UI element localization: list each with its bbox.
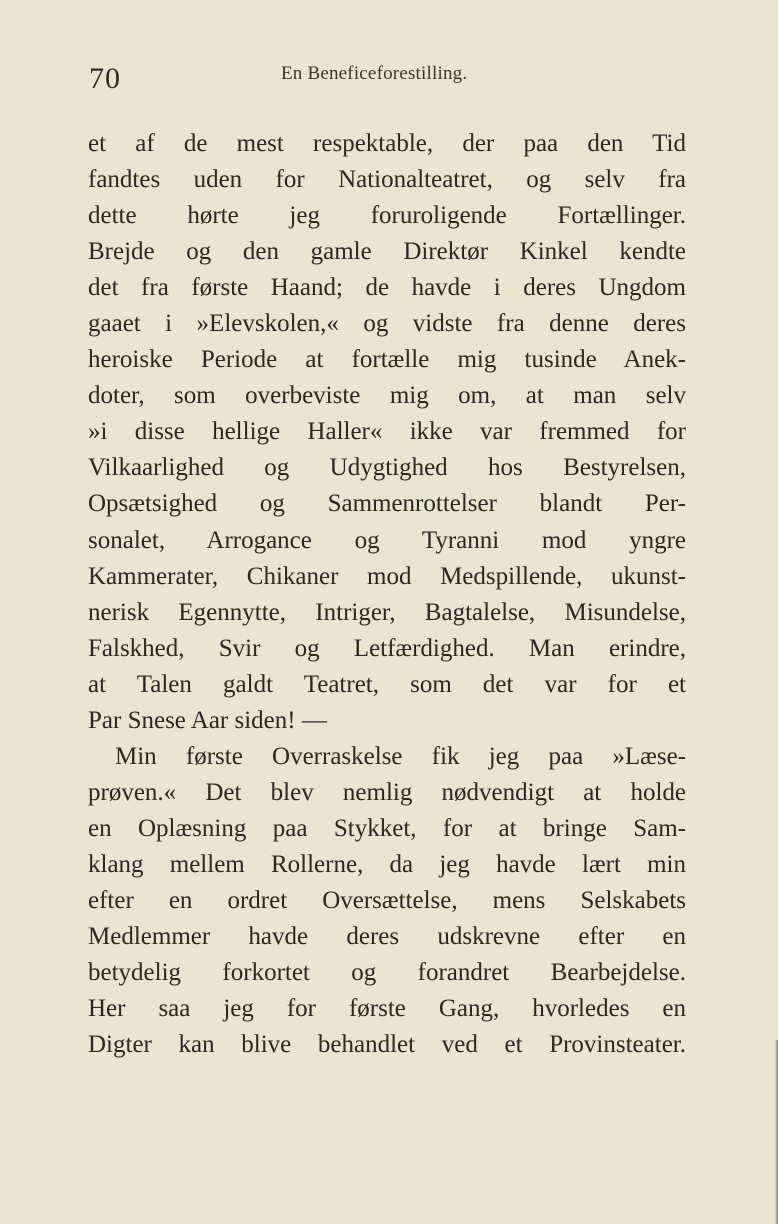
- text-line: gaaet i »Elevskolen,« og vidste fra denne deres: [88, 310, 686, 338]
- text-line-paragraph-start: Min første Overraskelse fik jeg paa »Læse-: [115, 742, 686, 770]
- text-line: sonalet, Arrogance og Tyranni mod yngre: [88, 526, 686, 554]
- text-line: betydelig forkortet og forandret Bearbejdelse.: [88, 959, 686, 987]
- text-line: prøven.« Det blev nemlig nødvendigt at holde: [88, 778, 686, 806]
- page-number: 70: [89, 62, 121, 95]
- text-line: dette hørte jeg foruroligende Fortællinger.: [88, 202, 686, 230]
- text-line: Digter kan blive behandlet ved et Provinsteater.: [88, 1031, 686, 1059]
- text-line: klang mellem Rollerne, da jeg havde lært min: [88, 850, 686, 878]
- text-line: Kammerater, Chikaner mod Medspillende, ukunst-: [88, 562, 686, 590]
- text-line: Her saa jeg for første Gang, hvorledes en: [88, 995, 686, 1023]
- running-head: En Beneficeforestilling.: [281, 63, 468, 84]
- text-line: efter en ordret Oversættelse, mens Selskabets: [88, 886, 686, 914]
- text-line: Brejde og den gamle Direktør Kinkel kendte: [88, 238, 686, 266]
- text-line: et af de mest respektable, der paa den Tid: [88, 130, 686, 157]
- text-line: doter, som overbeviste mig om, at man selv: [88, 382, 686, 410]
- text-line: fandtes uden for Nationalteatret, og selv fra: [88, 166, 686, 194]
- text-line: heroiske Periode at fortælle mig tusinde Anek-: [88, 346, 686, 374]
- text-line: Opsætsighed og Sammenrottelser blandt Per-: [88, 490, 686, 518]
- text-line: en Oplæsning paa Stykket, for at bringe Sam-: [88, 814, 686, 842]
- text-line: Medlemmer havde deres udskrevne efter en: [88, 923, 686, 951]
- text-line: »i disse hellige Haller« ikke var fremmed for: [88, 418, 686, 446]
- text-line-paragraph-end: Par Snese Aar siden! —: [88, 706, 327, 734]
- text-line: nerisk Egennytte, Intriger, Bagtalelse, Misundelse,: [88, 598, 686, 626]
- text-line: det fra første Haand; de havde i deres Ungdom: [88, 274, 686, 302]
- text-line: Vilkaarlighed og Udygtighed hos Bestyrelsen,: [88, 454, 686, 482]
- text-line: at Talen galdt Teatret, som det var for et: [88, 670, 686, 698]
- text-line: Falskhed, Svir og Letfærdighed. Man erindre,: [88, 634, 686, 662]
- body-text: [88, 126, 686, 1063]
